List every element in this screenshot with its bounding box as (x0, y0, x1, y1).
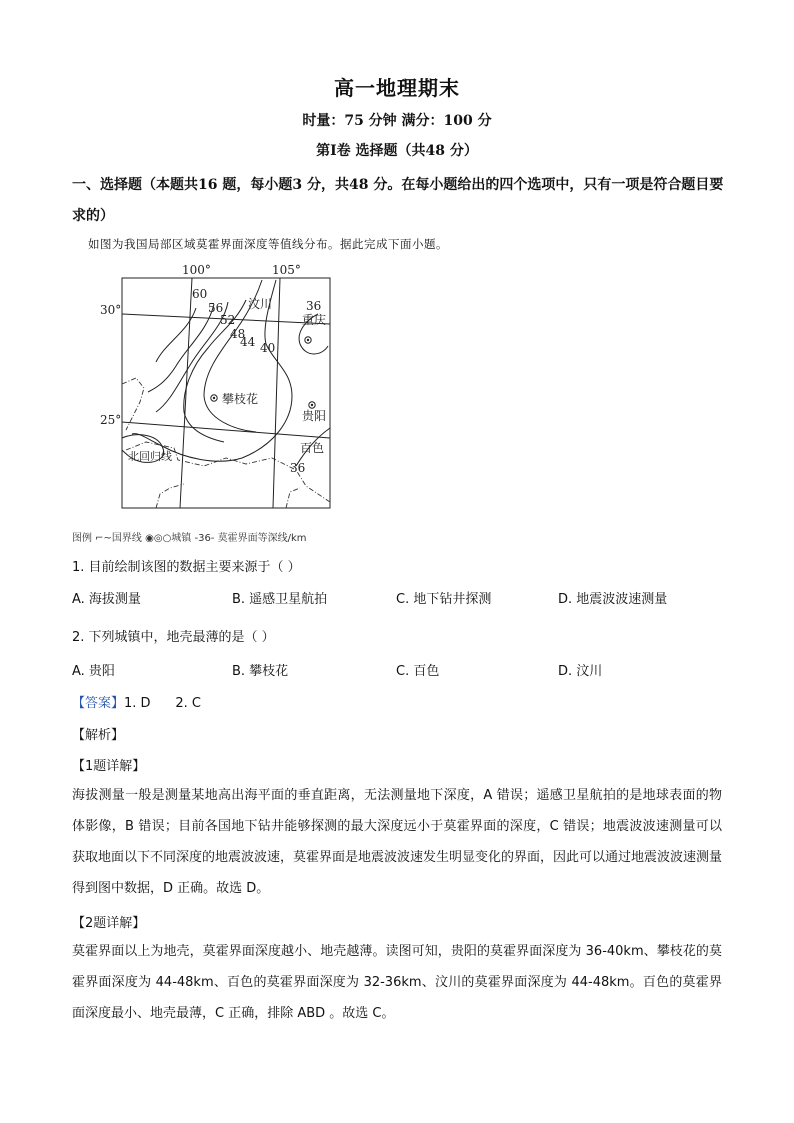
q1-option-b[interactable]: B. 遥感卫星航拍 (232, 592, 328, 607)
lon-label-105: 105° (272, 263, 301, 277)
q1-option-d[interactable]: D. 地震波波速测量 (558, 592, 668, 607)
city-label-panzhihua: 攀枝花 (222, 392, 259, 406)
moho-contour-map (96, 262, 356, 532)
contour-label-48: 48 (230, 327, 246, 341)
map-legend: 图例 ⌐~国界线 ◉◎○城镇 -36- 莫霍界面等深线/km (72, 533, 307, 544)
contour-label-36-north: 36 (306, 299, 322, 313)
lat-label-25: 25° (100, 413, 122, 427)
contour-label-36-south: 36 (290, 461, 306, 475)
q2-analysis-label: 【2题详解】 (72, 916, 146, 931)
answer-row (72, 692, 201, 711)
contour-label-40: 40 (260, 341, 276, 355)
q1-option-c[interactable]: C. 地下钻井探测 (396, 592, 492, 607)
city-label-baise: 百色 (300, 441, 325, 455)
city-label-chongqing: 重庆 (302, 313, 327, 327)
contour-label-60: 60 (192, 287, 208, 301)
exam-time-info: 时量：75 分钟 满分：100 分 (302, 113, 492, 129)
answer-label: 【答案】 (72, 696, 125, 711)
lon-label-100: 100° (182, 263, 211, 277)
analysis-label: 【解析】 (72, 728, 125, 743)
q2-analysis-text: 莫霍界面以上为地壳，莫霍界面深度越小、地壳越薄。读图可知，贵阳的莫霍界面深度为 36-40km、攀枝花的莫霍界面深度为 44-48km、百色的莫霍界面深度为 32-36km、汶川的莫霍界面深度为 44-48km。百色的莫霍界面深度最小、地壳最薄，C 正确，排除 ABD 。故选 C。 (72, 944, 722, 1021)
intro-text: 如图为我国局部区域莫霍界面深度等值线分布。据此完成下面小题。 (88, 237, 448, 251)
volume-title: 第Ⅰ卷 选择题（共48 分） (316, 143, 478, 159)
q1-analysis-text: 海拔测量一般是测量某地高出海平面的垂直距离，无法测量地下深度，A 错误；遥感卫星航拍的是地球表面的物体影像，B 错误；目前各国地下钻井能够探测的最大深度远小于莫霍界面的深度，C 错误；地震波波速测量可以获取地面以下不同深度的地震波波速，莫霍界面是地震波波速发生明显变化的界面，因此可以通过地震波波速测量得到图中数据，D 正确。故选 D。 (72, 788, 723, 896)
section-heading: 一、选择题（本题共16 题，每小题3 分，共48 分。在每小题给出的四个选项中，只有一项是符合题目要求的） (72, 177, 724, 224)
answer-text: 1. D 2. C (124, 696, 201, 711)
q1-analysis-label: 【1题详解】 (72, 759, 146, 774)
lat-label-30: 30° (100, 303, 122, 317)
question-1-stem: 1. 目前绘制该图的数据主要来源于（ ） (72, 560, 301, 575)
q2-option-c[interactable]: C. 百色 (396, 664, 440, 679)
city-label-guiyang: 贵阳 (302, 409, 327, 423)
q2-option-d[interactable]: D. 汶川 (558, 664, 603, 679)
contour-label-52: 52 (220, 313, 236, 327)
city-label-wenchuan: 汶川 (248, 297, 273, 311)
contour-label-56: 56 (208, 301, 224, 315)
question-2-stem: 2. 下列城镇中，地壳最薄的是（ ） (72, 630, 275, 645)
q2-option-b[interactable]: B. 攀枝花 (232, 664, 289, 679)
q2-option-a[interactable]: A. 贵阳 (72, 664, 115, 679)
page-title: 高一地理期末 (334, 76, 460, 100)
q1-option-a[interactable]: A. 海拔测量 (72, 592, 141, 607)
tropic-of-cancer-label: 北回归线 (128, 450, 172, 463)
contour-label-44: 44 (240, 335, 256, 349)
